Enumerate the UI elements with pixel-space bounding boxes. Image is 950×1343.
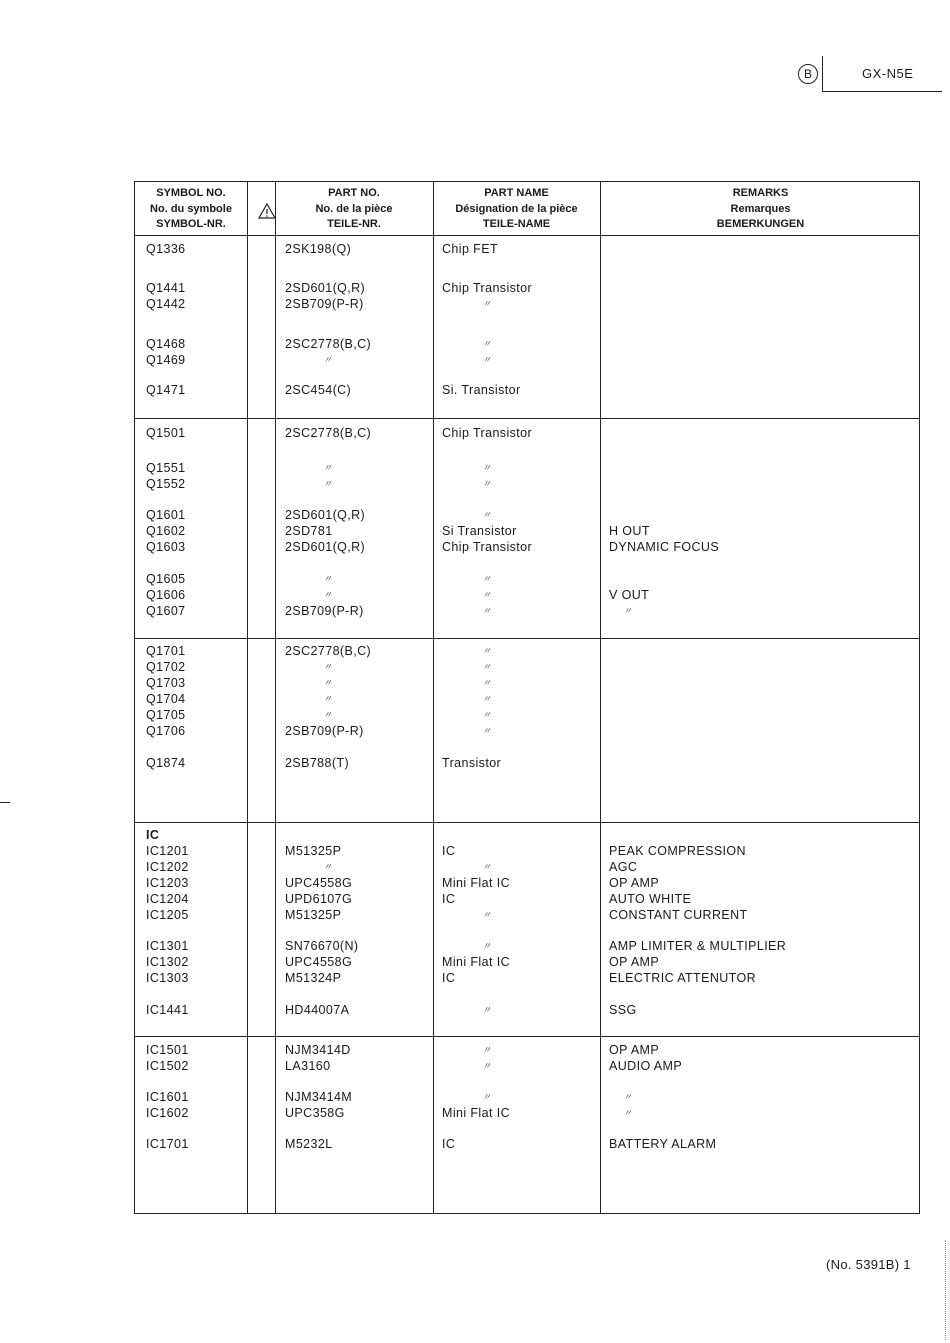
table-cell-part-name: 〃 [482,355,492,365]
table-cell-symbol: IC1202 [146,860,189,874]
table-cell-remarks: AGC [609,860,638,874]
table-cell-symbol: Q1602 [146,524,186,538]
table-cell-symbol: Q1702 [146,660,186,674]
table-cell-part-name: 〃 [482,1092,492,1102]
model-number: GX-N5E [862,66,914,81]
header-rule [135,235,919,236]
section-rule [135,638,919,639]
table-cell-symbol: Q1601 [146,508,186,522]
table-cell-symbol: IC1201 [146,844,189,858]
table-cell-symbol: Q1603 [146,540,186,554]
table-cell-symbol: IC1205 [146,908,189,922]
table-cell-symbol: IC1203 [146,876,189,890]
col-divider [433,182,434,1213]
table-cell-symbol: Q1441 [146,281,186,295]
header-remarks: REMARKS Remarques BEMERKUNGEN [716,187,805,230]
table-cell-symbol: IC1501 [146,1043,189,1057]
parts-table [134,181,920,1214]
table-cell-part-no: 2SB709(P-R) [285,724,364,738]
table-cell-part-name: Mini Flat IC [442,1106,511,1120]
table-cell-symbol: Q1706 [146,724,186,738]
table-cell-remarks: OP AMP [609,876,660,890]
table-cell-part-no: UPC358G [285,1106,345,1120]
table-cell-symbol: Q1701 [146,644,186,658]
table-cell-part-no: NJM3414M [285,1090,353,1104]
table-cell-part-no: 2SB709(P-R) [285,604,364,618]
table-cell-part-name: 〃 [482,606,492,616]
table-cell-part-no: 2SD601(Q,R) [285,540,366,554]
table-cell-part-name: Chip Transistor [442,281,533,295]
table-cell-symbol: Q1703 [146,676,186,690]
table-cell-part-no: 〃 [323,479,333,489]
safety-warning-icon [257,202,277,220]
table-cell-part-no: 2SC2778(B,C) [285,644,372,658]
table-cell-remarks: 〃 [623,1108,633,1118]
table-cell-part-name: 〃 [482,662,492,672]
table-cell-symbol: Q1606 [146,588,186,602]
header-part-no: PART NO. No. de la pièce TEILE-NR. [315,187,393,230]
table-cell-part-name: 〃 [482,510,492,520]
table-cell-part-name: 〃 [482,646,492,656]
section-rule [135,418,919,419]
table-cell-part-no: 〃 [323,590,333,600]
table-cell-part-name: Si. Transistor [442,383,521,397]
table-cell-part-no: 〃 [323,662,333,672]
table-cell-remarks: 〃 [623,606,633,616]
table-cell-part-no: M51325P [285,844,342,858]
table-cell-part-no: 〃 [323,463,333,473]
table-cell-remarks: AUDIO AMP [609,1059,683,1073]
table-cell-part-name: 〃 [482,1061,492,1071]
table-cell-symbol: IC1302 [146,955,189,969]
table-cell-part-name: 〃 [482,862,492,872]
table-cell-symbol: IC1502 [146,1059,189,1073]
table-cell-part-no: HD44007A [285,1003,350,1017]
table-cell-part-no: 〃 [323,862,333,872]
table-cell-symbol: IC1601 [146,1090,189,1104]
table-cell-symbol: Q1607 [146,604,186,618]
table-cell-symbol: Q1336 [146,242,186,256]
table-cell-symbol: IC1204 [146,892,189,906]
table-cell-symbol: IC1701 [146,1137,189,1151]
table-cell-part-no: 2SD781 [285,524,333,538]
table-cell-remarks: CONSTANT CURRENT [609,908,748,922]
table-cell-part-name: 〃 [482,726,492,736]
table-cell-remarks: OP AMP [609,1043,660,1057]
table-cell-part-name: Mini Flat IC [442,876,511,890]
table-cell-symbol: Q1704 [146,692,186,706]
table-cell-part-no: 〃 [323,678,333,688]
table-cell-part-name: 〃 [482,574,492,584]
table-cell-part-no: 2SC454(C) [285,383,352,397]
table-cell-remarks: DYNAMIC FOCUS [609,540,720,554]
table-cell-part-no: M5232L [285,1137,333,1151]
header-symbol: SYMBOL NO. No. du symbole SYMBOL-NR. [150,187,232,230]
table-cell-part-name: 〃 [482,1045,492,1055]
section-rule [135,1036,919,1037]
table-cell-part-no: 2SK198(Q) [285,242,352,256]
table-cell-part-name: IC [442,971,456,985]
table-cell-part-name: Transistor [442,756,502,770]
table-cell-part-no: 2SC2778(B,C) [285,337,372,351]
table-cell-part-name: 〃 [482,941,492,951]
table-cell-symbol: Q1442 [146,297,186,311]
table-cell-remarks: SSG [609,1003,637,1017]
col-divider [275,182,276,1213]
table-cell-part-no: 2SC2778(B,C) [285,426,372,440]
table-cell-part-name: 〃 [482,339,492,349]
table-cell-part-no: UPD6107G [285,892,353,906]
table-cell-symbol: IC1602 [146,1106,189,1120]
table-cell-part-no: LA3160 [285,1059,331,1073]
table-cell-symbol: IC [146,828,160,842]
table-cell-part-name: IC [442,844,456,858]
table-cell-part-name: 〃 [482,694,492,704]
table-cell-symbol: Q1468 [146,337,186,351]
page-reference: (No. 5391B) 1 [826,1257,911,1272]
table-cell-part-name: 〃 [482,678,492,688]
table-cell-symbol: Q1552 [146,477,186,491]
table-cell-part-no: 〃 [323,574,333,584]
table-cell-part-no: 〃 [323,355,333,365]
table-cell-remarks: AMP LIMITER & MULTIPLIER [609,939,787,953]
table-cell-symbol: Q1469 [146,353,186,367]
table-cell-symbol: IC1303 [146,971,189,985]
table-cell-part-name: Chip Transistor [442,540,533,554]
header-part-name: PART NAME Désignation de la pièce TEILE-NAME [455,187,578,230]
table-cell-symbol: Q1471 [146,383,186,397]
table-cell-remarks: AUTO WHITE [609,892,692,906]
table-cell-part-name: Mini Flat IC [442,955,511,969]
table-cell-part-name: Chip FET [442,242,498,256]
table-cell-part-name: 〃 [482,479,492,489]
table-cell-part-name: 〃 [482,910,492,920]
table-cell-symbol: Q1551 [146,461,186,475]
table-cell-part-name: 〃 [482,1005,492,1015]
table-cell-part-no: 2SB788(T) [285,756,350,770]
table-cell-part-name: 〃 [482,590,492,600]
table-cell-part-name: 〃 [482,710,492,720]
table-cell-remarks: PEAK COMPRESSION [609,844,746,858]
table-cell-part-name: Chip Transistor [442,426,533,440]
col-divider [600,182,601,1213]
table-cell-symbol: Q1501 [146,426,186,440]
table-cell-symbol: IC1441 [146,1003,189,1017]
edge-dots [945,1240,948,1340]
table-cell-part-no: UPC4558G [285,955,353,969]
table-cell-part-no: 2SD601(Q,R) [285,281,366,295]
table-cell-symbol: Q1705 [146,708,186,722]
circle-b-mark: B [798,64,818,84]
table-cell-remarks: BATTERY ALARM [609,1137,717,1151]
table-cell-part-no: 2SB709(P-R) [285,297,364,311]
table-cell-part-name: 〃 [482,463,492,473]
table-cell-part-no: NJM3414D [285,1043,351,1057]
col-divider [247,182,248,1213]
header-divider [822,56,823,92]
table-cell-part-name: Si Transistor [442,524,517,538]
table-cell-part-no: SN76670(N) [285,939,359,953]
table-cell-part-name: IC [442,892,456,906]
table-cell-part-no: 〃 [323,710,333,720]
section-rule [135,822,919,823]
margin-mark [0,802,10,803]
table-cell-part-no: M51325P [285,908,342,922]
table-cell-part-no: UPC4558G [285,876,353,890]
table-cell-symbol: Q1605 [146,572,186,586]
table-cell-remarks: OP AMP [609,955,660,969]
table-cell-part-no: 2SD601(Q,R) [285,508,366,522]
table-cell-remarks: H OUT [609,524,650,538]
table-cell-remarks: 〃 [623,1092,633,1102]
table-cell-part-name: 〃 [482,299,492,309]
header-underline [822,91,942,92]
table-cell-remarks: ELECTRIC ATTENUTOR [609,971,757,985]
table-cell-part-no: 〃 [323,694,333,704]
table-cell-part-name: IC [442,1137,456,1151]
table-cell-part-no: M51324P [285,971,342,985]
table-cell-symbol: Q1874 [146,756,186,770]
table-cell-remarks: V OUT [609,588,650,602]
table-cell-symbol: IC1301 [146,939,189,953]
